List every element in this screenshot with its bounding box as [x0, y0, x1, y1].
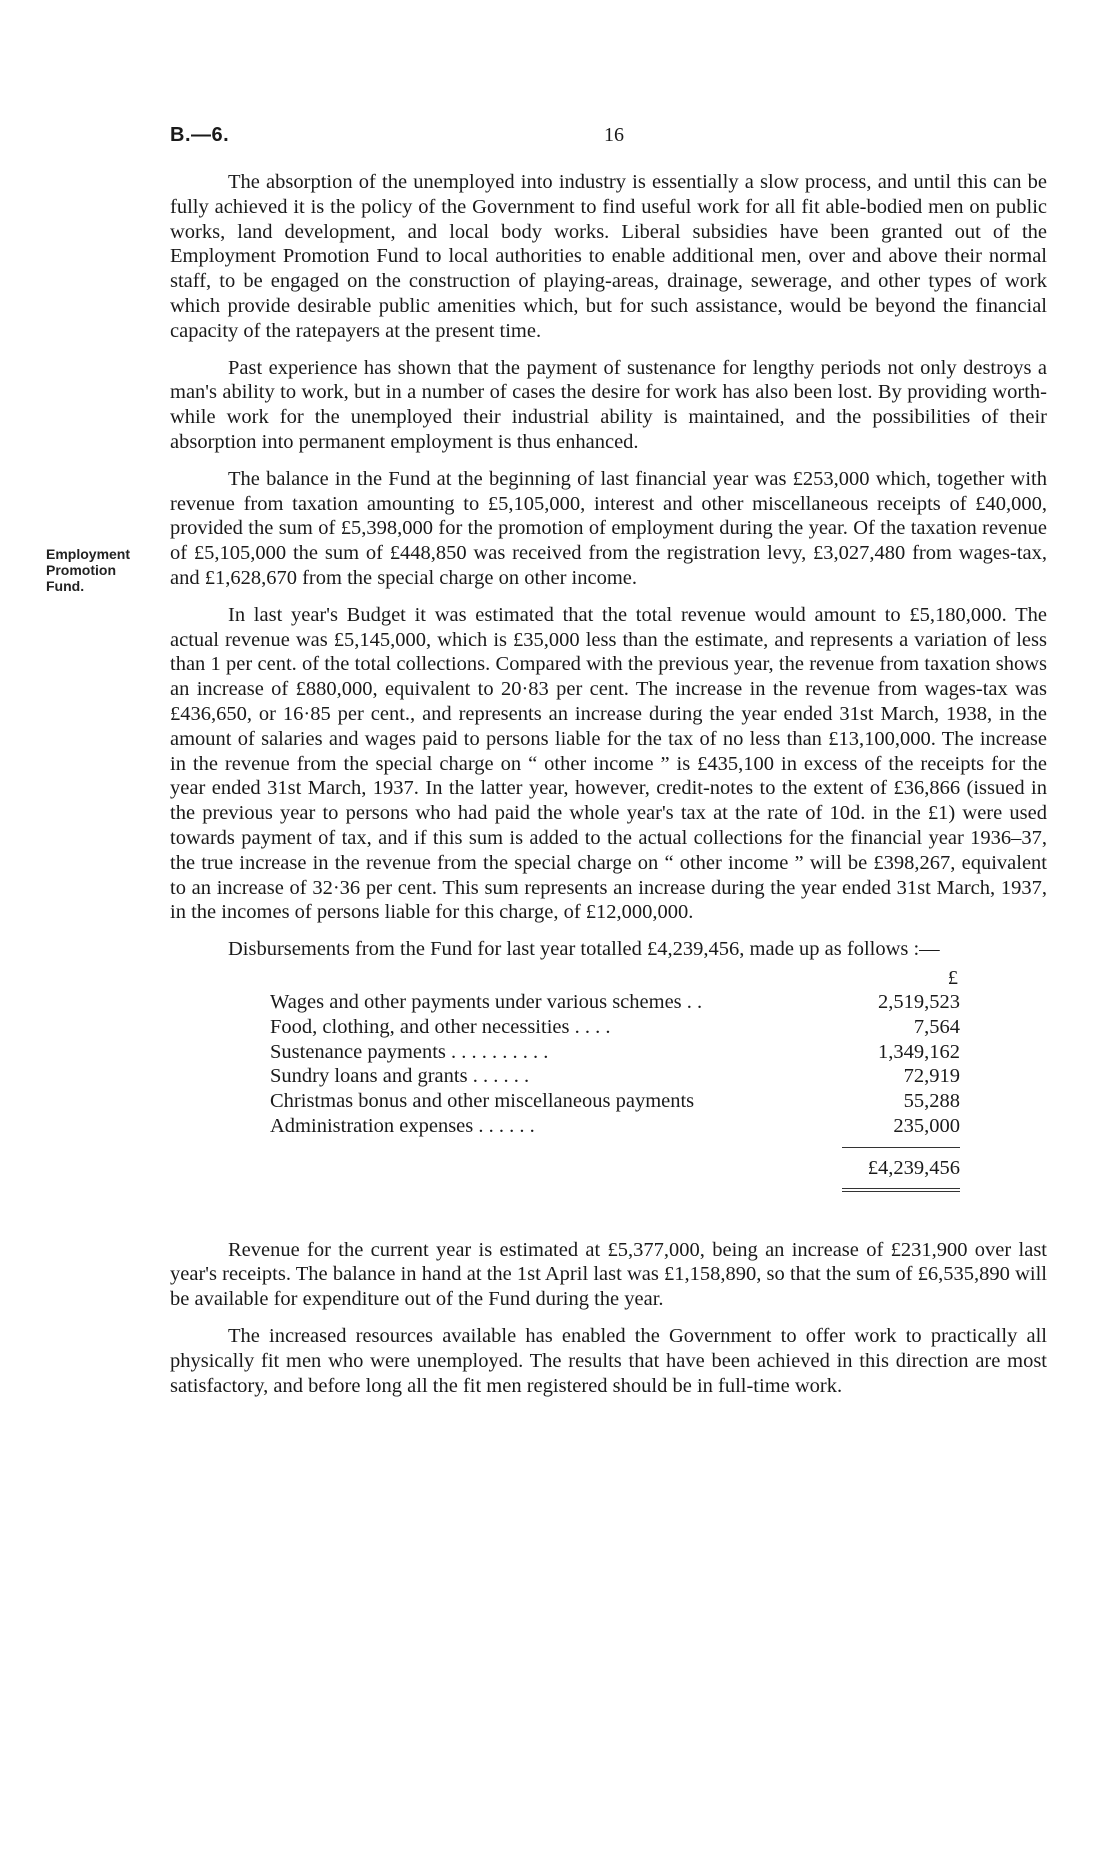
- paragraph-absorption: The absorption of the unemployed into industry is essentially a slow process, and until this can be fully achieved it is the policy of the Government to find useful work for all fit able-bodied men on public works, land development, and local body works. Liberal subsidies have been granted out of the Employment Promotion Fund to local authorities to enable additional men, over and above their normal staff, to be engaged on the construction of playing-areas, drainage, sewerage, and other types of work which provide desirable public amenities which, but for such assistance, would be beyond the financial capacity of the ratepayers at the present time.: [170, 171, 1047, 342]
- table-row: [270, 1064, 960, 1089]
- page-reference: B.—6.: [170, 124, 230, 146]
- page-number: 16: [604, 124, 624, 146]
- row-value: 1,349,162: [878, 1040, 960, 1063]
- row-label: Administration expenses . . . . . .: [270, 1114, 535, 1137]
- table-row: [270, 1114, 960, 1139]
- closing-section: [170, 1238, 1047, 1399]
- main-text: [170, 170, 1047, 1410]
- row-label: Food, clothing, and other necessities . . . .: [270, 1015, 611, 1038]
- row-value: 7,564: [913, 1015, 960, 1038]
- disbursements-table: [270, 966, 960, 1192]
- margin-note-line: Promotion: [46, 562, 116, 578]
- row-label: Wages and other payments under various schemes . .: [270, 990, 703, 1013]
- row-value: 2,519,523: [878, 990, 960, 1013]
- total-row: [270, 1156, 960, 1186]
- table-row: [270, 1015, 960, 1040]
- margin-note: [46, 546, 166, 594]
- paragraph-disbursements: Disbursements from the Fund for last year totalled £4,239,456, made up as follows :—: [228, 938, 940, 961]
- paragraph-budget-estimate: In last year's Budget it was estimated that the total revenue would amount to £5,180,000. The actual revenue was £5,145,000, which is £35,000 less than the estimate, and represents a variation of less than 1 per cent. of the total collections. Compared with the previous year, the revenue from taxation shows an increase of £880,000, equivalent to 20·83 per cent. The increase in the revenue from wages-tax was £436,650, or 16·85 per cent., and represents an increase during the year ended 31st March, 1938, in the amount of salaries and wages paid to persons liable for the tax of no less than £13,100,000. The increase in the revenue from the special charge on “ other income ” is £435,100 in excess of the receipts for the year ended 31st March, 1937. In the latter year, however, credit-notes to the extent of £36,866 (issued in the previous year to persons who had paid the whole year's tax at the rate of 10d. in the £1) were used towards payment of tax, and if this sum is added to the actual collections for the financial year 1936–37, the true increase in the revenue from the special charge on “ other income ” will be £398,267, equivalent to an increase of 32·36 per cent. This sum represents an increase during the year ended 31st March, 1937, in the incomes of persons liable for this charge, of £12,000,000.: [170, 603, 1047, 924]
- row-label: Sundry loans and grants . . . . . .: [270, 1065, 530, 1088]
- margin-note-line: Employment: [46, 546, 131, 562]
- double-rule: [842, 1188, 960, 1192]
- paragraph-fund-balance: The balance in the Fund at the beginning of last financial year was £253,000 which, together with revenue from taxation amounting to £5,105,000, interest and other miscellaneous receipts of £40,000, provided the sum of £5,398,000 for the promotion of employment during the year. Of the taxation revenue of £5,105,000 the sum of £448,850 was received from the registration levy, £3,027,480 from wages-tax, and £1,628,670 from the special charge on other income.: [170, 467, 1047, 589]
- margin-note-line: Fund.: [46, 578, 85, 594]
- row-value: 235,000: [893, 1114, 960, 1137]
- paragraph-past-experience: Past experience has shown that the payment of sustenance for lengthy periods not only destroys a man's ability to work, but in a number of cases the desire for work has also been lost. By providing worth-while work for the unemployed their industrial ability is maintained, and the possibilities of their absorption into permanent employment is thus enhanced.: [170, 356, 1047, 453]
- total-rule: [842, 1147, 960, 1148]
- paragraph-revenue-estimate: Revenue for the current year is estimated at £5,377,000, being an increase of £231,900 over last year's receipts. The balance in hand at the 1st April last was £1,158,890, so that the sum of £6,535,890 will be available for expenditure out of the Fund during the year.: [170, 1238, 1047, 1311]
- paragraph-increased-resources: The increased resources available has enabled the Government to offer work to practically all physically fit men who were unemployed. The results that have been achieved in this direction are most satisfactory, and before long all the fit men registered should be in full-time work.: [170, 1325, 1047, 1397]
- row-label: Christmas bonus and other miscellaneous payments: [270, 1090, 695, 1113]
- row-label: Sustenance payments . . . . . . . . . .: [270, 1040, 549, 1063]
- row-value: 72,919: [903, 1065, 960, 1088]
- total-value: £4,239,456: [867, 1156, 960, 1179]
- page-header: [170, 124, 1050, 154]
- table-row: [270, 1040, 960, 1065]
- table-row: [270, 1089, 960, 1114]
- table-row: [270, 990, 960, 1015]
- row-value: 55,288: [903, 1090, 960, 1113]
- currency-header: £: [947, 966, 958, 989]
